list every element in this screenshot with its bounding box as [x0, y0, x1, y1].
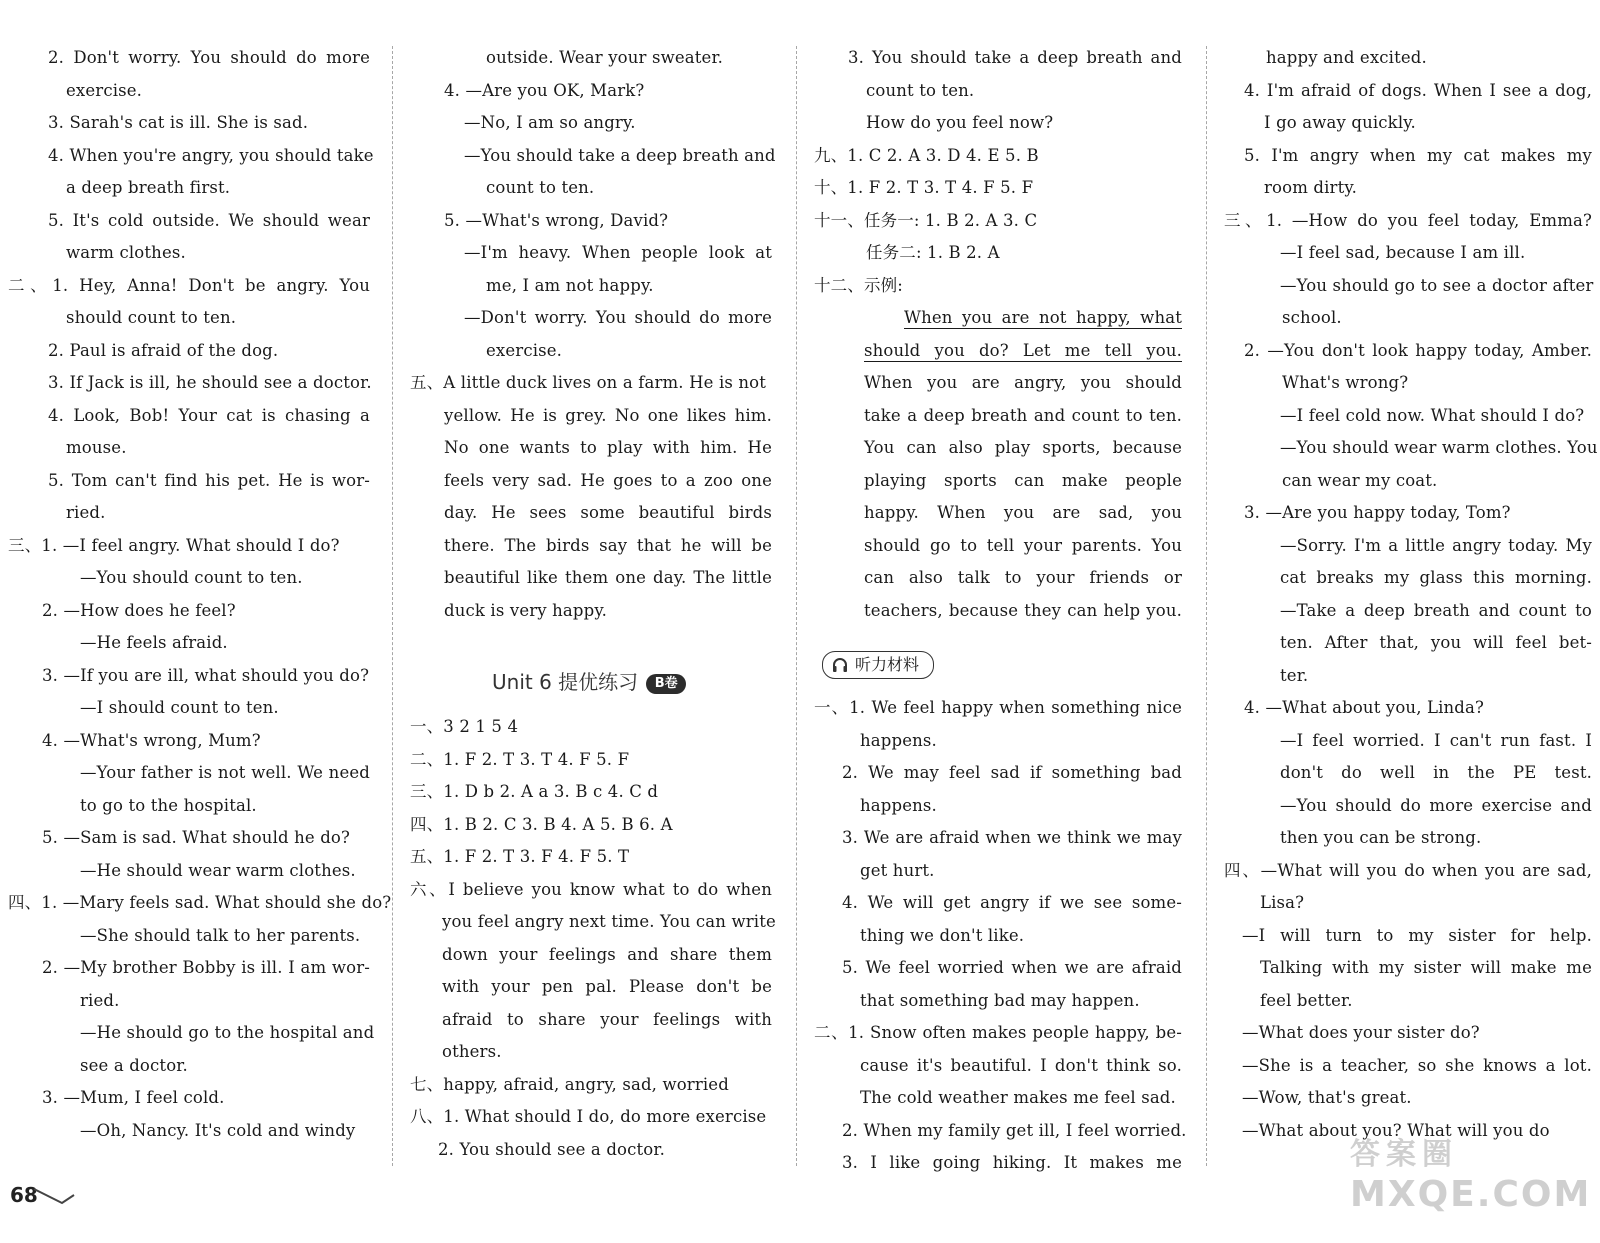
text-line: 3. I like going hiking. It makes me [842, 1153, 1182, 1172]
text-line: —He should wear warm clothes. [80, 860, 356, 880]
text-line: don't do well in the PE test. [1280, 763, 1592, 782]
page-number-text: 68 [10, 1183, 38, 1207]
text-line: —I should count to ten. [80, 698, 279, 717]
text-line: 2. —You don't look happy today, Amber. [1244, 340, 1592, 360]
text-line: —What about you? What will you do [1242, 1120, 1550, 1140]
text-line: me, I am not happy. [486, 275, 654, 295]
text-line: take a deep breath and count to ten. [864, 405, 1182, 425]
text-line: —She should talk to her parents. [80, 925, 361, 945]
text-line: day. He sees some beautiful birds [444, 503, 772, 522]
text-line: 七、happy, afraid, angry, sad, worried [410, 1074, 729, 1094]
text-line: 一、3 2 1 5 4 [410, 717, 519, 736]
text-line: exercise. [66, 80, 143, 100]
text-line: you feel angry next time. You can write [442, 912, 776, 931]
text-line: 4. I'm afraid of dogs. When I see a dog, [1244, 80, 1592, 100]
text-line: 4. —Are you OK, Mark? [444, 80, 645, 100]
text-line: Lisa? [1260, 893, 1305, 912]
text-line: 六、I believe you know what to do when [410, 879, 772, 899]
text-line: 二、1. F 2. T 3. T 4. F 5. F [410, 749, 630, 769]
text-line: 三、1. —How do you feel today, Emma? [1224, 210, 1592, 230]
unit-badge: B卷 [646, 674, 686, 694]
text-line: exercise. [486, 340, 563, 360]
text-line: 2. Paul is afraid of the dog. [48, 340, 279, 360]
text-line: 五、1. F 2. T 3. F 4. F 5. T [410, 847, 630, 866]
text-line: 十二、示例: [814, 275, 903, 295]
text-line: —You should do more exercise and [1280, 795, 1592, 815]
text-line: I go away quickly. [1264, 113, 1416, 132]
text-line: ried. [80, 990, 120, 1010]
text-line: —I feel worried. I can't run fast. I [1280, 730, 1592, 750]
text-line: outside. Wear your sweater. [486, 48, 724, 67]
text-line: with your pen pal. Please don't be [442, 977, 772, 996]
headphones-icon [831, 656, 849, 674]
text-line: 4. When you're angry, you should take [48, 145, 374, 165]
text-line: —You should take a deep breath and [464, 145, 776, 165]
text-line: 3. —If you are ill, what should you do? [42, 665, 370, 685]
text-line: When you are angry, you should [864, 373, 1182, 392]
page-number [10, 1177, 38, 1213]
text-line: cat breaks my glass this morning. [1280, 568, 1592, 587]
text-line: 五、A little duck lives on a farm. He is not [410, 373, 767, 392]
listening-material-label [822, 651, 934, 679]
text-line: down your feelings and share them [442, 944, 772, 964]
text-line: 2. Don't worry. You should do more [48, 48, 370, 67]
text-line: should you do? Let me tell you. [864, 340, 1182, 360]
text-line: thing we don't like. [860, 925, 1025, 945]
text-line: see a doctor. [80, 1055, 188, 1075]
text-line: 九、1. C 2. A 3. D 4. E 5. B [814, 145, 1039, 165]
text-line: duck is very happy. [444, 600, 608, 620]
text-line: How do you feel now? [866, 113, 1054, 132]
text-line: 十、1. F 2. T 3. T 4. F 5. F [814, 178, 1034, 197]
page-corner-icon [32, 1185, 76, 1207]
text-line: 5. —Sam is sad. What should he do? [42, 828, 350, 847]
text-line: 三、1. D b 2. A a 3. B c 4. C d [410, 782, 659, 801]
text-line: 2. When my family get ill, I feel worried. [842, 1120, 1187, 1140]
text-line: 5. —What's wrong, David? [444, 210, 669, 230]
text-line: then you can be strong. [1280, 828, 1482, 847]
text-line: 2. We may feel sad if something bad [842, 763, 1182, 782]
text-line: yellow. He is grey. No one likes him. [444, 405, 772, 425]
listening-material-text: 听力材料 [855, 655, 920, 674]
text-line: ten. After that, you will feel bet- [1280, 633, 1592, 652]
unit-title-text: Unit 6 提优练习 [492, 670, 639, 694]
text-line: can wear my coat. [1282, 470, 1438, 490]
text-line: Talking with my sister will make me [1260, 958, 1592, 977]
text-line: —He feels afraid. [80, 633, 228, 652]
text-line: —You should count to ten. [80, 568, 303, 587]
text-line: playing sports can make people [864, 470, 1182, 490]
text-line: 5. It's cold outside. We should wear [48, 210, 370, 230]
text-line: mouse. [66, 438, 127, 457]
text-line: school. [1282, 308, 1342, 327]
text-line: The cold weather makes me feel sad. [860, 1088, 1176, 1107]
text-line: When you are not happy, what [904, 308, 1182, 327]
text-line: 4. —What about you, Linda? [1244, 698, 1484, 717]
text-line: —Wow, that's great. [1242, 1088, 1412, 1107]
text-line: What's wrong? [1282, 373, 1409, 392]
text-line: happy. When you are sad, you [864, 503, 1182, 522]
text-line: 三、1. —I feel angry. What should I do? [8, 535, 340, 555]
text-line: 2. You should see a doctor. [438, 1139, 665, 1159]
text-line: should go to tell your parents. You [864, 535, 1182, 555]
watermark-logo-text: 答案圈 [1350, 1137, 1458, 1172]
text-line: get hurt. [860, 860, 935, 880]
text-line: to go to the hospital. [80, 795, 257, 815]
text-line: warm clothes. [66, 243, 186, 262]
column-divider [796, 46, 797, 1166]
text-line: 2. —My brother Bobby is ill. I am wor- [42, 958, 370, 977]
text-line: 4. We will get angry if we see some- [842, 893, 1182, 912]
text-line: —What does your sister do? [1242, 1023, 1480, 1042]
text-line: —Your father is not well. We need [80, 763, 370, 782]
text-line: 一、1. We feel happy when something nice [814, 698, 1182, 717]
text-line: should count to ten. [66, 308, 237, 327]
text-line: cause it's beautiful. I don't think so. [860, 1055, 1182, 1075]
text-line: 3. We are afraid when we think we may [842, 828, 1182, 847]
column-divider [1206, 46, 1207, 1166]
watermark-url: MXQE.COM [1350, 1174, 1592, 1215]
text-line: 八、1. What should I do, do more exercise [410, 1107, 767, 1126]
text-line: 3. —Mum, I feel cold. [42, 1088, 225, 1107]
text-line: count to ten. [866, 80, 975, 100]
text-line: 四、1. —Mary feels sad. What should she do? [8, 893, 392, 912]
text-line: there. The birds say that he will be [444, 535, 772, 555]
text-line: —I feel cold now. What should I do? [1280, 405, 1585, 425]
text-line: feels very sad. He goes to a zoo one [444, 470, 772, 490]
text-line: 4. —What's wrong, Mum? [42, 730, 261, 750]
text-line: No one wants to play with him. He [444, 438, 772, 457]
text-line: happens. [860, 795, 937, 815]
text-line: 5. I'm angry when my cat makes my [1244, 145, 1592, 165]
text-line: room dirty. [1264, 178, 1358, 197]
column-divider [392, 46, 393, 1166]
text-line: others. [442, 1042, 502, 1061]
text-line: that something bad may happen. [860, 990, 1140, 1010]
text-line: 四、—What will you do when you are sad, [1224, 860, 1592, 880]
text-line: 3. Sarah's cat is ill. She is sad. [48, 113, 309, 132]
text-line: 十一、任务一: 1. B 2. A 3. C [814, 210, 1038, 230]
text-line: 3. If Jack is ill, he should see a doctor. [48, 373, 372, 392]
text-line: —Don't worry. You should do more [464, 308, 772, 327]
unit-title [492, 666, 686, 698]
text-line: ried. [66, 503, 106, 522]
text-line: can also talk to your friends or [864, 568, 1182, 587]
text-line: happens. [860, 730, 937, 750]
text-line: —You should go to see a doctor after [1280, 275, 1594, 295]
text-line: 2. —How does he feel? [42, 600, 236, 620]
text-line: 5. Tom can't find his pet. He is wor- [48, 470, 370, 490]
text-line: You can also play sports, because [864, 438, 1182, 457]
text-line: —Oh, Nancy. It's cold and windy [80, 1120, 356, 1140]
text-line: feel better. [1260, 990, 1353, 1010]
text-line: —No, I am so angry. [464, 113, 636, 132]
text-line: 任务二: 1. B 2. A [866, 243, 1000, 262]
text-line: 四、1. B 2. C 3. B 4. A 5. B 6. A [410, 814, 673, 834]
text-line: happy and excited. [1266, 48, 1427, 67]
text-line: count to ten. [486, 178, 595, 197]
text-line: ter. [1280, 665, 1309, 685]
text-line: —Take a deep breath and count to [1280, 600, 1592, 620]
text-line: 二、1. Snow often makes people happy, be- [814, 1023, 1182, 1042]
text-line: afraid to share your feelings with [442, 1009, 772, 1029]
text-line: teachers, because they can help you. [864, 600, 1182, 620]
text-line: —I feel sad, because I am ill. [1280, 243, 1526, 262]
text-line: —He should go to the hospital and [80, 1023, 375, 1042]
text-line: —You should wear warm clothes. You [1280, 438, 1598, 457]
text-line: 二、1. Hey, Anna! Don't be angry. You [8, 275, 370, 295]
text-line: 3. You should take a deep breath and [848, 48, 1182, 67]
text-line: a deep breath first. [66, 178, 231, 197]
text-line: 4. Look, Bob! Your cat is chasing a [48, 405, 370, 425]
text-line: 3. —Are you happy today, Tom? [1244, 503, 1511, 522]
text-line: —I will turn to my sister for help. [1242, 925, 1592, 945]
text-line: beautiful like them one day. The little [444, 568, 772, 587]
text-line: 5. We feel worried when we are afraid [842, 958, 1182, 977]
watermark [1350, 1135, 1591, 1215]
text-line: —She is a teacher, so she knows a lot. [1242, 1055, 1592, 1075]
text-line: —Sorry. I'm a little angry today. My [1280, 535, 1592, 555]
text-line: —I'm heavy. When people look at [464, 243, 772, 262]
